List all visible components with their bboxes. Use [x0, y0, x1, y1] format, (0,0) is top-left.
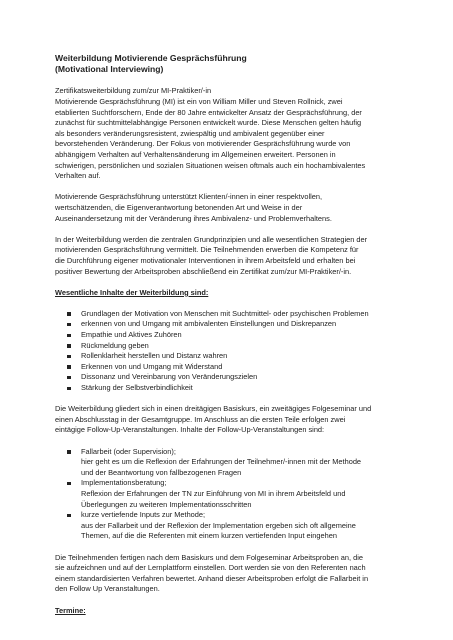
- list-item: [67, 510, 415, 542]
- approach-paragraph: [55, 192, 415, 224]
- contents-heading: Wesentliche Inhalte der Weiterbildung sind:: [55, 287, 209, 297]
- text-line: Motivierende Gesprächsführung (MI) ist ein von William Miller und Steven Rollnick, zwei: [55, 97, 343, 106]
- text-line: den Follow Up Veranstaltungen.: [55, 584, 160, 594]
- document-title: [55, 53, 415, 75]
- structure-paragraph: [55, 404, 415, 436]
- item-text: Reflexion der Erfahrungen der TN zur Einführung von MI in ihrem Arbeitsfeld und: [81, 488, 346, 498]
- text-line: wertschätzenden, die Eigenverantwortung betonenden Art und Weise in der: [55, 202, 303, 212]
- text-line: Motivierende Gesprächsführung unterstützt Klienten/-innen in einer respektvollen,: [55, 192, 323, 202]
- item-title: Implementationsberatung;: [81, 478, 167, 488]
- list-item: [67, 478, 415, 510]
- text-line: bevorstehenden Veränderung. Der Fokus von motivierender Gesprächsführung wurde von: [55, 139, 351, 149]
- item-title: kurze vertiefende Inputs zur Methode;: [81, 510, 206, 520]
- list-item: Erkennen von und Umgang mit Widerstand: [67, 362, 415, 373]
- list-item: Grundlagen der Motivation von Menschen mit Suchtmittel- oder psychischen Problemen: [67, 309, 415, 320]
- item-text: und der Beantwortung von fallbezogenen Fragen: [81, 467, 242, 477]
- text-line: In der Weiterbildung werden die zentralen Grundprinzipien und alle wesentlichen Strategien der: [55, 234, 368, 244]
- training-paragraph: [55, 235, 415, 277]
- dates-heading: Termine:: [55, 605, 86, 615]
- list-item: Dissonanz und Vereinbarung von Veränderungszielen: [67, 372, 415, 383]
- text-line: zunächst für suchtmittelabhängige Personen entwickelt wurde. Diese Menschen gelten häufig: [55, 118, 362, 128]
- title-line: Weiterbildung Motivierende Gesprächsführung: [55, 53, 247, 63]
- text-line: als besonders veränderungsresistent, zwiespältig und ambivalent gegenüber einer: [55, 128, 325, 138]
- closing-paragraph: [55, 553, 415, 595]
- text-line: Auseinandersetzung mit der Veränderung ihres Ambivalenz- und Problemverhaltens.: [55, 213, 332, 223]
- text-line: sie aufzeichnen und auf der Lernplattform einstellen. Dort werden sie von den Referenten nach: [55, 563, 366, 573]
- list-item: Rückmeldung geben: [67, 341, 415, 352]
- item-text: aus der Fallarbeit und der Reflexion der Implementation ergeben sich oft allgemeine: [81, 520, 356, 530]
- text-line: motivierenden Gesprächsführung vermittelt. Die Teilnehmenden erwerben die Kompetenz für: [55, 245, 359, 255]
- list-item: Stärkung der Selbstverbindlichkeit: [67, 383, 415, 394]
- contents-list: [55, 309, 415, 394]
- item-text: hier geht es um die Reflexion der Erfahrungen der Teilnehmer/-innen mit der Methode: [81, 457, 362, 467]
- title-line: (Motivational Interviewing): [55, 64, 164, 75]
- list-item: erkennen von und Umgang mit ambivalenten Einstellungen und Diskrepanzen: [67, 319, 415, 330]
- text-line: Zertifikatsweiterbildung zum/zur MI-Praktiker/-in: [55, 86, 212, 96]
- text-line: die Durchführung eigener motivationaler Interventionen in ihrem Arbeitsfeld und erhalten bei: [55, 255, 356, 265]
- list-item: Rollenklarheit herstellen und Distanz wahren: [67, 351, 415, 362]
- item-text: Themen, auf die die Referenten mit einem kurzen vertiefenden Input eingehen: [81, 531, 337, 541]
- item-text: Überlegungen zu weiteren Implementationsschritten: [81, 499, 252, 509]
- text-line: schwierigen, persönlichen und sozialen Situationen weisen oftmals auch ein hochambivalentes: [55, 160, 366, 170]
- text-line: Die Teilnehmenden fertigen nach dem Basiskurs und dem Folgeseminar Arbeitsproben an, die: [55, 552, 363, 562]
- list-item: [67, 447, 415, 479]
- text-line: etablierten Suchtforschern, Ende der 80 Jahre entwickelter Ansatz der Gesprächsführung, der: [55, 107, 362, 117]
- text-line: einen Abschlusstag in der Gesamtgruppe. Im Anschluss an die ersten Teile erfolgen zwei: [55, 414, 346, 424]
- list-item: Empathie und Aktives Zuhören: [67, 330, 415, 341]
- text-line: Verhalten auf.: [55, 171, 101, 181]
- text-line: eintägige Follow-Up-Veranstaltungen. Inhalte der Follow-Up-Veranstaltungen sind:: [55, 425, 325, 435]
- text-line: positiver Bewertung der Arbeitsproben abschließend ein Zertifikat zum/zur MI-Praktiker/-in.: [55, 266, 352, 276]
- text-line: Die Weiterbildung gliedert sich in einen dreitägigen Basiskurs, ein zweitägiges Folgeseminar und: [55, 404, 372, 414]
- text-line: abhängigem Verhalten auf Verhaltensänderung im Allgemeinen erweitert. Personen in: [55, 149, 336, 159]
- item-title: Fallarbeit (oder Supervision);: [81, 446, 176, 456]
- followup-list: [55, 447, 415, 542]
- text-line: einem standardisierten Verfahren bewertet. Anhand dieser Arbeitsproben erfolgt die Fallarbeit in: [55, 573, 369, 583]
- intro-paragraph: [55, 86, 415, 181]
